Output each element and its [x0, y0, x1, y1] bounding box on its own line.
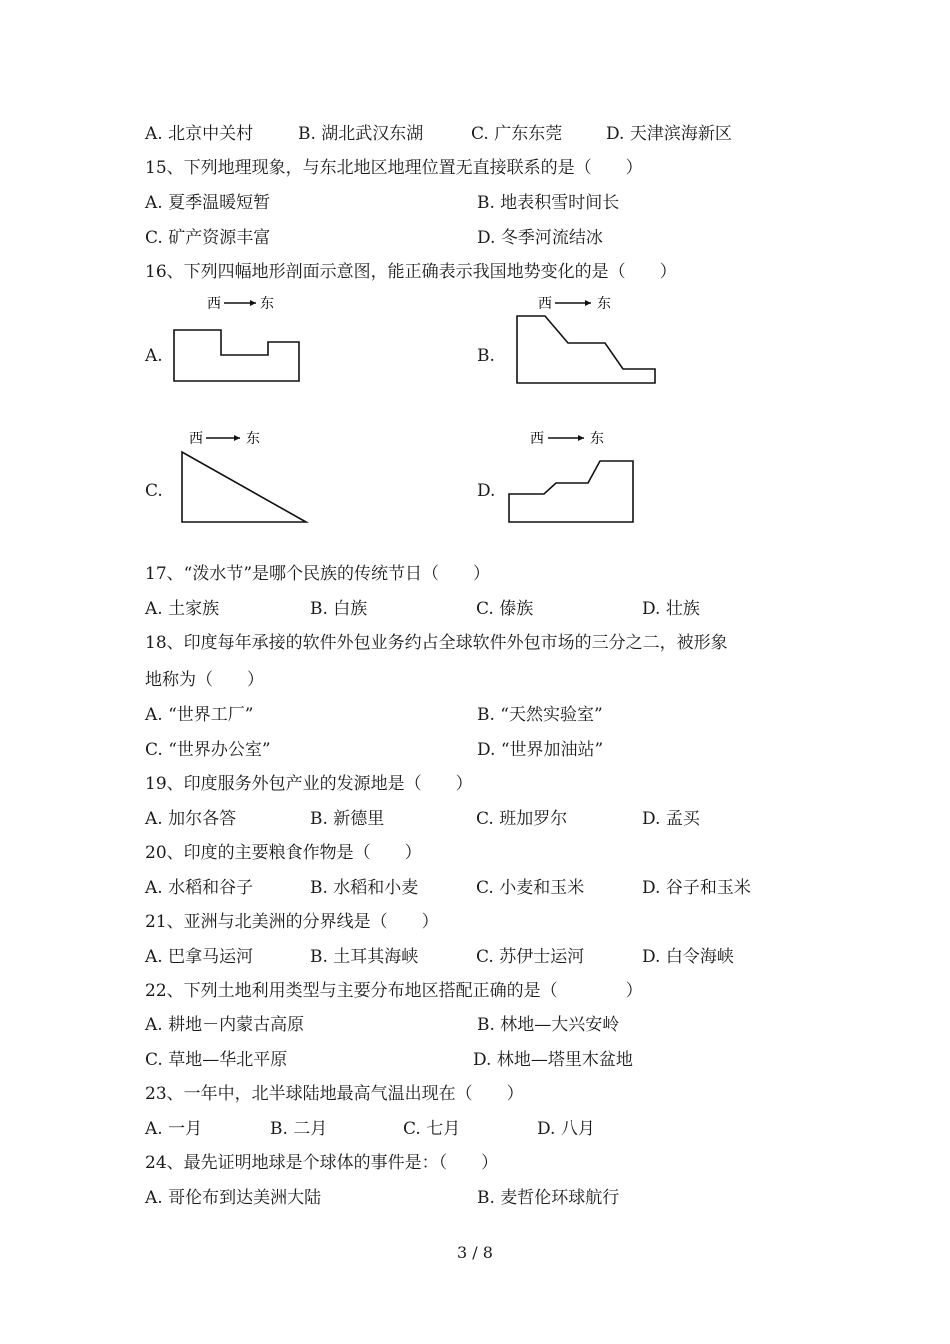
q15-option-c: C. 矿产资源丰富 [145, 228, 271, 248]
q22-option-a: A. 耕地－内蒙古高原 [145, 1015, 305, 1035]
q17-stem: 17、“泼水节”是哪个民族的传统节日（ ） [145, 564, 491, 584]
east-label: 东 [260, 296, 274, 312]
q15-stem: 15、下列地理现象，与东北地区地理位置无直接联系的是（ ） [145, 158, 643, 178]
q23-option-c: C. 七月 [403, 1119, 461, 1139]
q21-option-d: D. 白令海峡 [642, 947, 734, 967]
q24-stem: 24、最先证明地球是个球体的事件是：（ ） [145, 1153, 499, 1173]
q15-option-d: D. 冬季河流结冰 [477, 228, 603, 248]
q14-option-c: C. 广东东莞 [471, 124, 563, 144]
q20-stem: 20、印度的主要粮食作物是（ ） [145, 843, 422, 863]
q16-option-b-label: B. [477, 346, 495, 366]
q16-profile-diagram-d [500, 427, 645, 527]
q15-option-a: A. 夏季温暖短暂 [145, 193, 271, 213]
q23-option-b: B. 二月 [270, 1119, 328, 1139]
q16-option-a-label: A. [145, 346, 163, 366]
q19-option-d: D. 孟买 [642, 809, 700, 829]
q14-option-d: D. 天津滨海新区 [606, 124, 732, 144]
east-label: 东 [590, 431, 604, 447]
q23-option-a: A. 一月 [145, 1119, 203, 1139]
west-label: 西 [530, 431, 544, 447]
q23-option-d: D. 八月 [537, 1119, 595, 1139]
q23-stem: 23、一年中，北半球陆地最高气温出现在（ ） [145, 1084, 524, 1104]
q16-profile-diagram-a [160, 292, 310, 387]
q18-stem-line2: 地称为（ ） [145, 670, 264, 690]
q21-option-a: A. 巴拿马运河 [145, 947, 254, 967]
q21-option-c: C. 苏伊士运河 [476, 947, 585, 967]
q16-option-c-label: C. [145, 481, 163, 501]
q19-option-b: B. 新德里 [310, 809, 385, 829]
q18-option-d: D. “世界加油站” [477, 740, 604, 760]
q24-option-b: B. 麦哲伦环球航行 [477, 1188, 620, 1208]
q16-option-d-label: D. [477, 481, 496, 501]
q22-option-c: C. 草地—华北平原 [145, 1050, 288, 1070]
q22-stem: 22、下列土地利用类型与主要分布地区搭配正确的是（ ） [145, 981, 643, 1001]
q18-stem-line1: 18、印度每年承接的软件外包业务约占全球软件外包市场的三分之二，被形象 [145, 633, 728, 653]
q16-profile-diagram-c [172, 427, 312, 527]
q16-stem: 16、下列四幅地形剖面示意图，能正确表示我国地势变化的是（ ） [145, 262, 677, 282]
q15-option-b: B. 地表积雪时间长 [477, 193, 620, 213]
q19-option-c: C. 班加罗尔 [476, 809, 568, 829]
q20-option-a: A. 水稻和谷子 [145, 878, 254, 898]
west-label: 西 [189, 431, 203, 447]
q19-stem: 19、印度服务外包产业的发源地是（ ） [145, 774, 473, 794]
page-number: 3 / 8 [457, 1243, 493, 1262]
q20-option-b: B. 水稻和小麦 [310, 878, 419, 898]
east-label: 东 [597, 296, 611, 312]
q22-option-b: B. 林地—大兴安岭 [477, 1015, 620, 1035]
q14-option-a: A. 北京中关村 [145, 124, 254, 144]
q20-option-d: D. 谷子和玉米 [642, 878, 751, 898]
east-label: 东 [246, 431, 260, 447]
q17-option-d: D. 壮族 [642, 599, 700, 619]
q17-option-c: C. 傣族 [476, 599, 534, 619]
q24-option-a: A. 哥伦布到达美洲大陆 [145, 1188, 322, 1208]
west-label: 西 [538, 296, 552, 312]
q22-option-d: D. 林地—塔里木盆地 [473, 1050, 633, 1070]
q18-option-b: B. “天然实验室” [477, 705, 603, 725]
q17-option-a: A. 土家族 [145, 599, 220, 619]
q18-option-a: A. “世界工厂” [145, 705, 254, 725]
q14-option-b: B. 湖北武汉东湖 [298, 124, 424, 144]
west-label: 西 [207, 296, 221, 312]
q17-option-b: B. 白族 [310, 599, 368, 619]
q18-option-c: C. “世界办公室” [145, 740, 271, 760]
q21-stem: 21、亚洲与北美洲的分界线是（ ） [145, 912, 439, 932]
q16-profile-diagram-b [505, 292, 665, 387]
q20-option-c: C. 小麦和玉米 [476, 878, 585, 898]
q19-option-a: A. 加尔各答 [145, 809, 237, 829]
q21-option-b: B. 土耳其海峡 [310, 947, 419, 967]
